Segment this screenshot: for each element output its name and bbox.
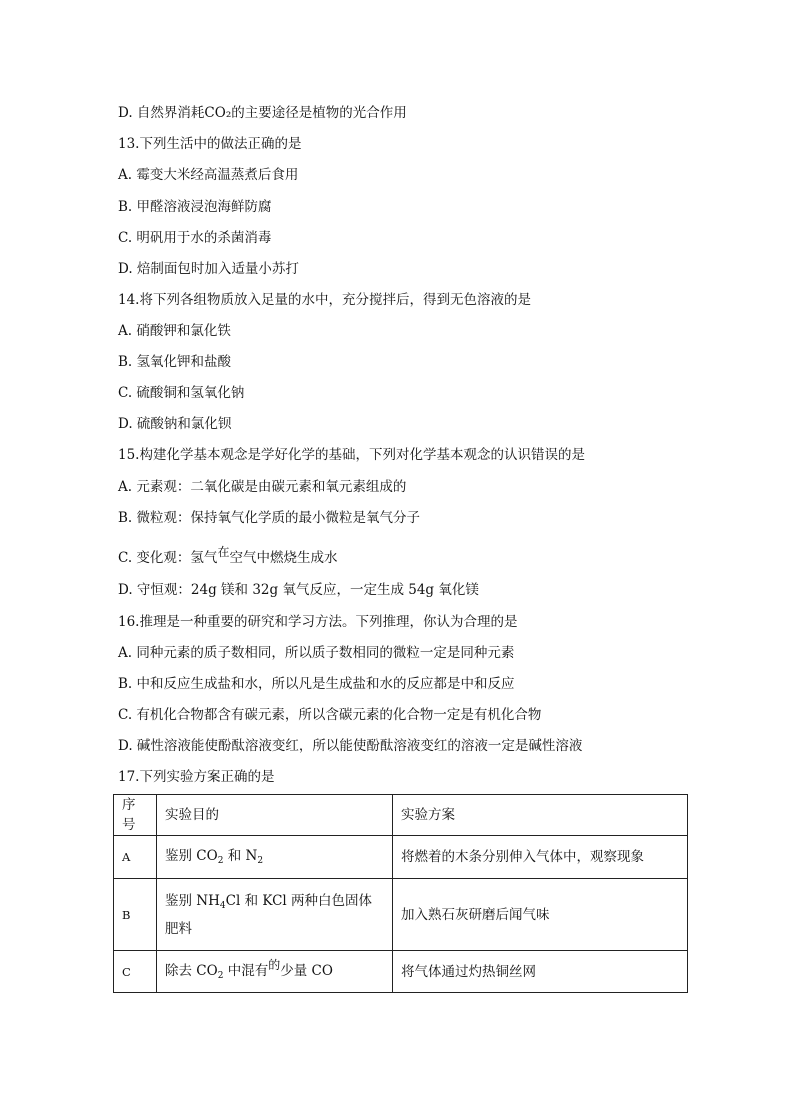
table-header-row	[114, 795, 688, 836]
row-index: A	[114, 836, 157, 879]
purpose-text: 鉴别 CO	[165, 848, 218, 864]
question-13-option-a: A. 霉变大米经高温蒸煮后食用	[118, 167, 299, 183]
option-c-text-end: 空气中燃烧生成水	[229, 550, 338, 566]
experiment-table	[113, 794, 688, 993]
question-14-option-a: A. 硝酸钾和氯化铁	[118, 323, 231, 339]
header-index: 序号	[114, 795, 157, 836]
question-13-option-d: D. 焙制面包时加入适量小苏打	[118, 261, 299, 277]
purpose-text: 中混有	[223, 962, 269, 979]
purpose-text: 少量 CO	[280, 962, 333, 979]
question-16-option-a: A. 同种元素的质子数相同，所以质子数相同的微粒一定是同种元素	[118, 645, 515, 661]
question-16-option-c: C. 有机化合物都含有碳元素，所以含碳元素的化合物一定是有机化合物	[118, 707, 542, 723]
question-13-option-b: B. 甲醛溶液浸泡海鲜防腐	[118, 199, 272, 215]
question-15-option-a: A. 元素观：二氧化碳是由碳元素和氧元素组成的	[118, 479, 407, 495]
question-15-stem: 15.构建化学基本观念是学好化学的基础，下列对化学基本观念的认识错误的是	[118, 447, 585, 463]
row-plan: 加入熟石灰研磨后闻气味	[393, 879, 688, 951]
raised-char: 的	[268, 957, 281, 972]
question-12-option-d: D. 自然界消耗CO₂的主要途径是植物的光合作用	[118, 105, 407, 121]
question-15-option-d: D. 守恒观：24g 镁和 32g 氧气反应，一定生成 54g 氧化镁	[118, 582, 479, 598]
purpose-text: 鉴别 NH	[165, 892, 220, 909]
question-13-option-c: C. 明矾用于水的杀菌消毒	[118, 230, 272, 246]
row-purpose	[157, 836, 393, 879]
question-13-stem: 13.下列生活中的做法正确的是	[118, 136, 302, 152]
table-row	[114, 951, 688, 993]
table-row	[114, 836, 688, 879]
subscript: 4	[219, 900, 226, 911]
question-14-option-b: B. 氢氧化钾和盐酸	[118, 354, 232, 370]
subscript: 2	[257, 856, 264, 866]
purpose-text: Cl 和 KCl 两种白色固体肥料	[165, 892, 373, 937]
question-16-stem: 16.推理是一种重要的研究和学习方法。下列推理，你认为合理的是	[118, 614, 518, 630]
row-index: C	[114, 951, 157, 993]
subscript: 2	[217, 970, 224, 981]
purpose-text: 和 N	[223, 848, 258, 864]
header-plan: 实验方案	[393, 795, 688, 836]
row-purpose	[157, 879, 393, 951]
subscript: 2	[217, 856, 224, 866]
question-14-option-c: C. 硫酸铜和氢氧化钠	[118, 385, 245, 401]
row-plan: 将燃着的木条分别伸入气体中，观察现象	[393, 836, 688, 879]
table-row	[114, 879, 688, 951]
row-plan: 将气体通过灼热铜丝网	[393, 951, 688, 993]
question-14-stem: 14.将下列各组物质放入足量的水中，充分搅拌后，得到无色溶液的是	[118, 292, 531, 308]
question-15-option-b: B. 微粒观：保持氧气化学质的最小微粒是氧气分子	[118, 510, 421, 526]
question-14-option-d: D. 硫酸钠和氯化钡	[118, 416, 232, 432]
question-17-stem: 17.下列实验方案正确的是	[118, 769, 275, 785]
option-c-text-start: C. 变化观：氢气	[118, 550, 218, 566]
purpose-text: 除去 CO	[165, 962, 218, 979]
row-purpose	[157, 951, 393, 993]
question-16-option-b: B. 中和反应生成盐和水，所以凡是生成盐和水的反应都是中和反应	[118, 676, 515, 692]
row-index: B	[114, 879, 157, 951]
question-15-option-c	[118, 545, 338, 568]
question-16-option-d: D. 碱性溶液能使酚酞溶液变红，所以能使酚酞溶液变红的溶液一定是碱性溶液	[118, 738, 583, 754]
header-purpose: 实验目的	[157, 795, 393, 836]
option-c-raised-char: 在	[217, 545, 230, 559]
